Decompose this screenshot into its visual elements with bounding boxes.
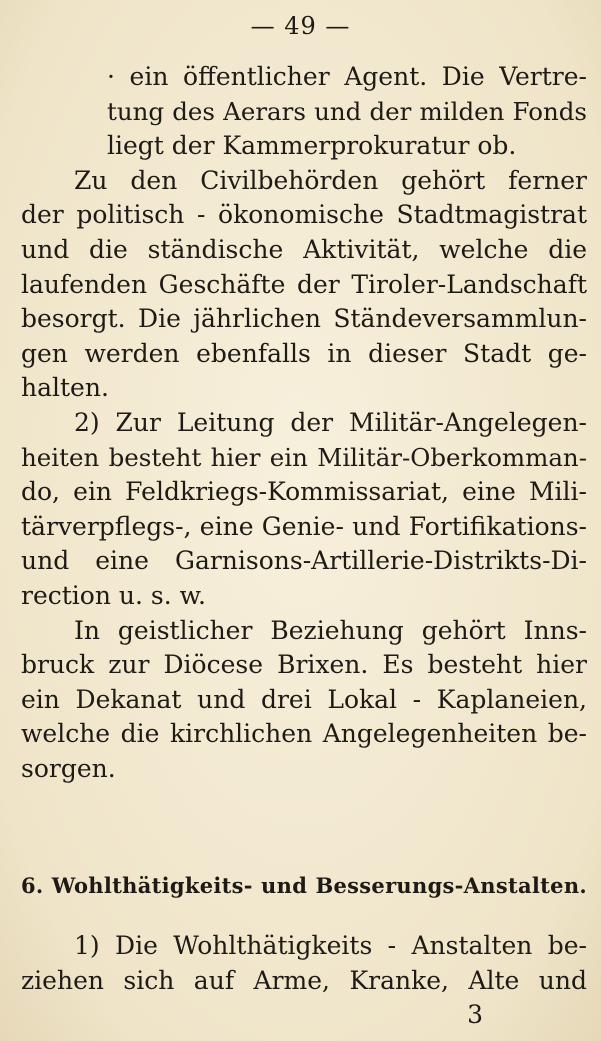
text-line: laufenden Geschäfte der Tiroler-Landschaft — [21, 269, 587, 299]
text-line: welche die kirchlichen Angelegenheiten be- — [21, 719, 587, 749]
section-heading: 6. Wohlthätigkeits- und Besserungs-Anstalten. — [21, 873, 587, 898]
text-line: ein Dekanat und drei Lokal - Kaplaneien, — [21, 684, 587, 714]
section-text-block — [21, 929, 587, 998]
text-line: ziehen sich auf Arme, Kranke, Alte und — [21, 965, 587, 995]
text-line: rection u. s. w. — [21, 580, 206, 610]
text-line: tung des Aerars und der milden Fonds — [107, 96, 587, 126]
text-line: In geistlicher Beziehung gehört Inns- — [74, 615, 587, 645]
text-line: · ein öffentlicher Agent. Die Vertre- — [107, 62, 587, 91]
text-line: besorgt. Die jährlichen Ständeversammlun- — [21, 304, 587, 334]
page-number: — 49 — — [250, 12, 351, 40]
text-line: tärverpflegs-, eine Genie- und Fortifikations- — [21, 511, 587, 541]
text-line: do, ein Feldkriegs-Kommissariat, eine Mili- — [21, 477, 587, 507]
text-line: 1) Die Wohlthätigkeits - Anstalten be- — [74, 931, 587, 960]
main-text-block — [21, 60, 587, 786]
text-line: und die ständische Aktivität, welche die — [21, 234, 587, 264]
text-line: Zu den Civilbehörden gehört ferner — [74, 165, 587, 195]
text-line: liegt der Kammerprokuratur ob. — [107, 131, 517, 161]
text-line: heiten besteht hier ein Militär-Oberkomman- — [21, 442, 587, 472]
text-line: der politisch - ökonomische Stadtmagistrat — [21, 200, 587, 230]
text-line: und eine Garnisons-Artillerie-Distrikts-Di- — [21, 546, 587, 576]
text-line: halten. — [21, 373, 109, 403]
text-line: gen werden ebenfalls in dieser Stadt ge- — [21, 338, 587, 368]
text-line: sorgen. — [21, 753, 116, 783]
text-line: 2) Zur Leitung der Militär-Angelegen- — [74, 407, 587, 437]
signature-mark: 3 — [467, 1000, 483, 1029]
text-line: bruck zur Diöcese Brixen. Es besteht hier — [21, 650, 587, 680]
